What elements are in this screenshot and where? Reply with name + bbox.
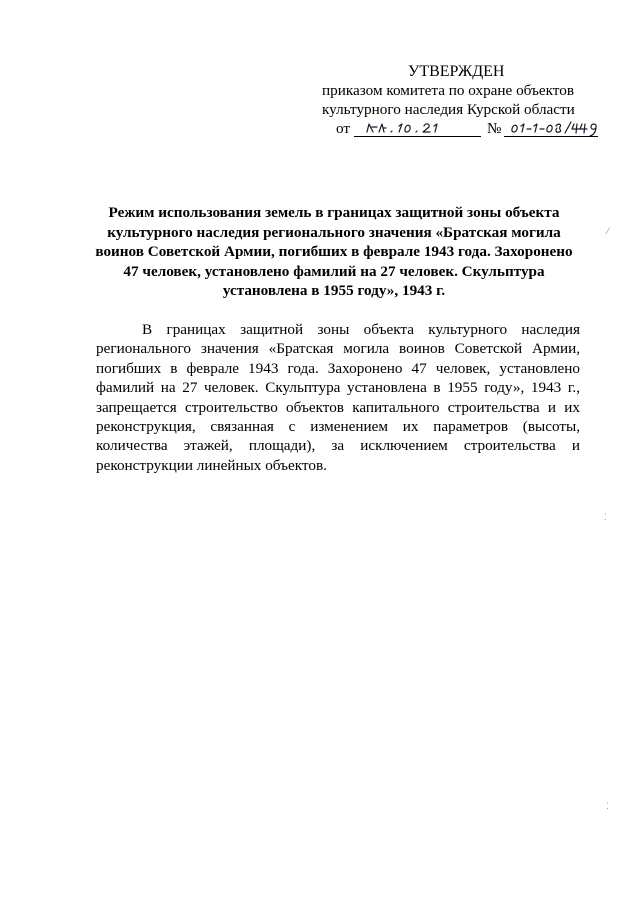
approval-line-2: культурного наследия Курской области: [322, 101, 575, 118]
margin-scan-mark: ⁄: [607, 227, 609, 237]
approval-title: УТВЕРЖДЕН: [408, 63, 505, 80]
margin-scan-mark: ⁚: [604, 513, 607, 523]
document-title: Режим использования земель в границах защитной зоны объекта культурного наследия регионального значения «Братская могила воинов Советской Армии, погибших в феврале 1943 года. Захоронено 47 человек, установлено фамилий на 27 человек. Скульптура установлена в 1955 году», 1943 г.: [95, 204, 573, 299]
handwritten-date-signature: [364, 118, 474, 138]
number-prefix: №: [487, 120, 502, 137]
handwritten-number-signature: [510, 118, 620, 138]
approval-line-1: приказом комитета по охране объектов: [322, 82, 574, 99]
approval-date-number-line: [330, 118, 630, 142]
document-body: В границах защитной зоны объекта культурного наследия регионального значения «Братская могила воинов Советской Армии, погибших в феврале 1943 года. Захоронено 47 человек, установлено фамилий на 27 человек. Скульптура установлена в 1955 году», 1943 г., запрещается строительство объектов капитального строительства и их реконструкция, связанная с изменением их параметров (высоты, количества этажей, площади), за исключением строительства и реконструкции линейных объектов.: [96, 321, 580, 474]
date-prefix: от: [336, 120, 351, 137]
margin-scan-mark: ⁚: [606, 802, 609, 812]
approval-stamp: [322, 62, 622, 119]
